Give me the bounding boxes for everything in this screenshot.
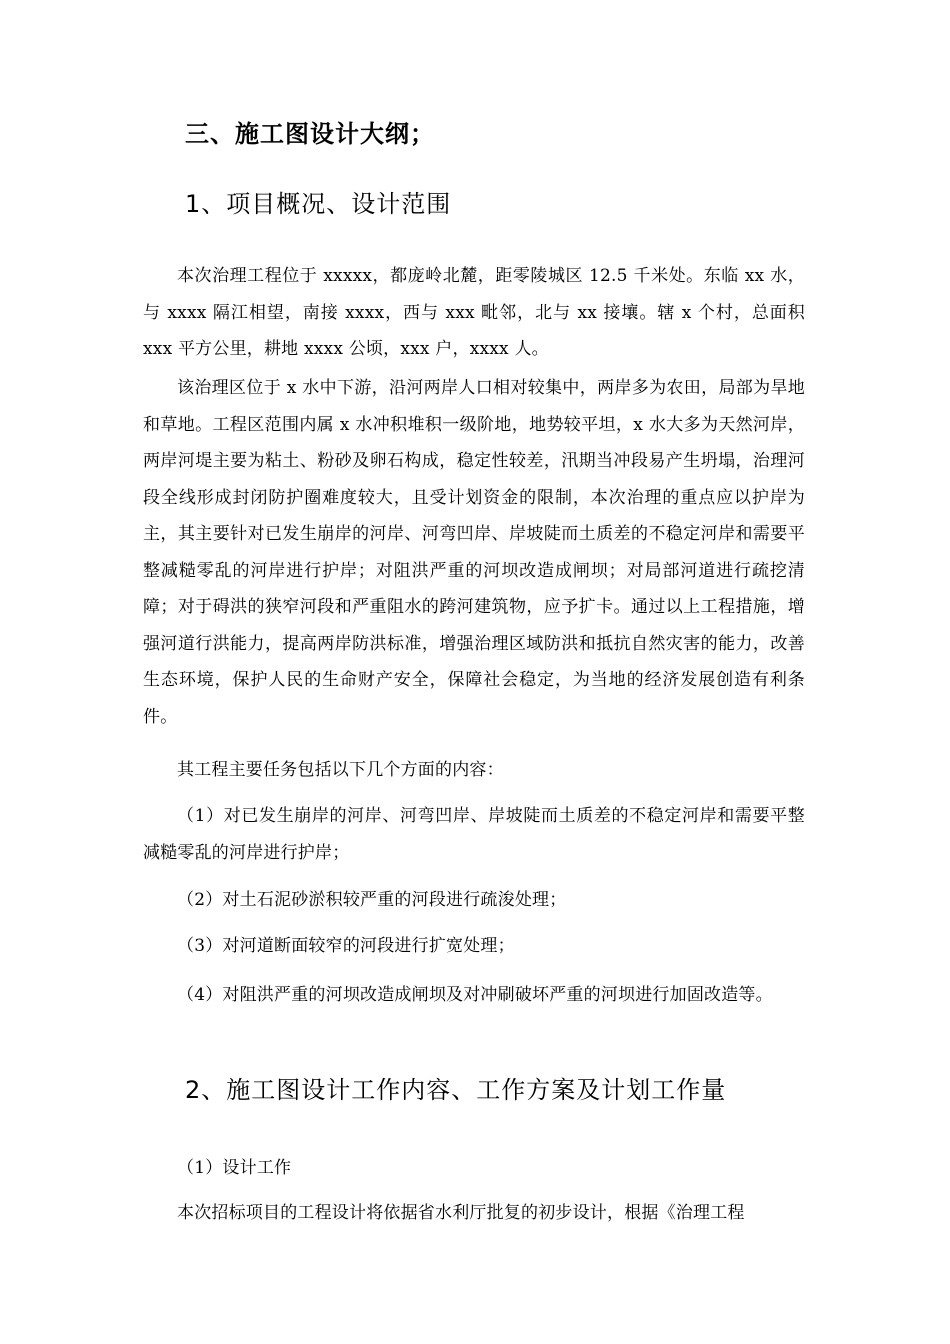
section1-para3: 其工程主要任务包括以下几个方面的内容： [177, 760, 504, 780]
task-item-3: （3）对河道断面较窄的河段进行扩宽处理； [177, 936, 515, 956]
section2-subheading: （1）设计工作 [177, 1158, 292, 1178]
section1-title: 1、项目概况、设计范围 [185, 190, 452, 218]
section2-title: 2、施工图设计工作内容、工作方案及计划工作量 [185, 1076, 727, 1104]
section2-para1: 本次招标项目的工程设计将依据省水利厅批复的初步设计，根据《治理工程 [177, 1203, 745, 1223]
task-item-2: （2）对土石泥砂淤积较严重的河段进行疏浚处理； [177, 890, 567, 910]
task-item-4: （4）对阻洪严重的河坝改造成闸坝及对冲刷破坏严重的河坝进行加固改造等。 [177, 985, 773, 1005]
section1-para2: 该治理区位于 x 水中下游，沿河两岸人口相对较集中，两岸多为农田，局部为旱地和草地。工程区范围内属 x 水冲积堆积一级阶地，地势较平坦，x 水大多为天然河岸，两岸河堤主要为粘土、粉砂及卵石构成，稳定性较差，汛期当冲段易产生坍塌，治理河段全线形成封闭防护圈难度较大，且受计划资金的限制，本次治理的重点应以护岸为主，其主要针对已发生崩岸的河岸、河弯凹岸、岸坡陡而土质差的不稳定河岸和需要平整减糙零乱的河岸进行护岸；对阻洪严重的河坝改造成闸坝；对局部河道进行疏挖清障；对于碍洪的狭窄河段和严重阻水的跨河建筑物，应予扩卡。通过以上工程措施，增强河道行洪能力，提高两岸防洪标准，增强治理区域防洪和抵抗自然灾害的能力，改善生态环境，保护人民的生命财产安全，保障社会稳定，为当地的经济发展创造有利条件。 [143, 378, 805, 727]
task-item-1: （1）对已发生崩岸的河岸、河弯凹岸、岸坡陡而土质差的不稳定河岸和需要平整减糙零乱的河岸进行护岸； [143, 806, 805, 863]
main-heading: 三、施工图设计大纲； [185, 120, 435, 148]
section1-para1: 本次治理工程位于 xxxxx，都庞岭北麓，距零陵城区 12.5 千米处。东临 xx 水，与 xxxx 隔江相望，南接 xxxx，西与 xxx 毗邻，北与 xx 接壤。辖 x 个村，总面积 xxx 平方公里，耕地 xxxx 公顷，xxx 户，xxxx 人。 [143, 266, 805, 359]
